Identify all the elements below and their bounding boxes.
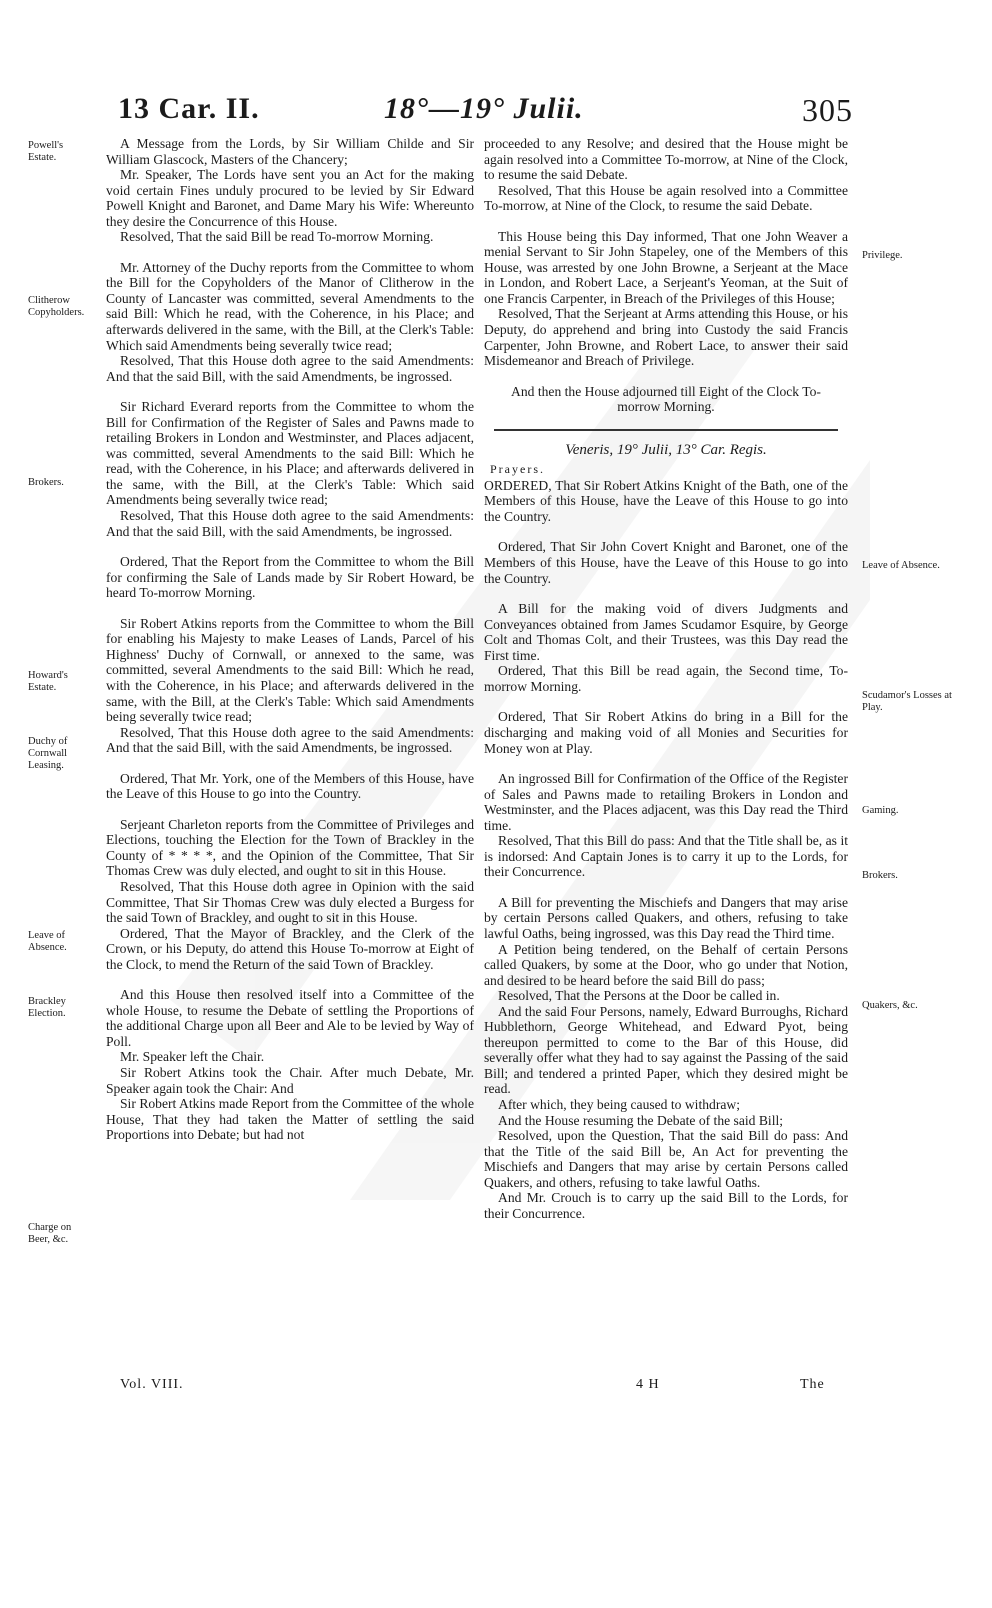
margin-note-privilege: Privilege. (862, 250, 903, 261)
prayers-heading: Prayers. (490, 462, 545, 477)
paragraph: Resolved, That this House be again resolved into a Committee To-morrow, at Nine of the Clock, to resume the said Debate. (484, 182, 848, 214)
paragraph: Resolved, That this House doth agree in Opinion with the said Committee, That Sir Thomas Crew was duly elected a Burgess for the said Town of Brackley, and ought to sit in this House. (106, 878, 474, 926)
paragraph: Sir Richard Everard reports from the Committee to whom the Bill for Confirmation of the Register of Sales and Pawns made to retailing Brokers in London and Westminster, and Places adjacent, was committed, several Amendments to the said Bill: Which he read, with the Coherence, in his Place; and afterwards delivered in the same, with the Bill, at the Clerk's Table: Which said Amendments being severally twice read; (106, 399, 474, 508)
right-column (484, 136, 848, 1221)
paragraph: Resolved, That this House doth agree to the said Amendments: And that the said Bill, with the said Amendments, be ingrossed. (106, 353, 474, 384)
margin-note-scudamor: Scudamor's Losses at Play. (862, 690, 952, 713)
paragraph: Ordered, That Sir John Covert Knight and Baronet, one of the Members of this House, have the Leave of this House to go into the Country. (484, 539, 848, 586)
margin-note-cornwall: Duchy of Cornwall Leasing. (28, 736, 68, 771)
left-column (106, 136, 474, 1143)
paragraph: Resolved, That the Persons at the Door be called in. (498, 988, 780, 1004)
catchword: The (800, 1377, 825, 1392)
paragraph: Resolved, That the said Bill be read To-morrow Morning. (120, 229, 434, 245)
header-regnal-year: 13 Car. II. (118, 92, 260, 125)
paragraph: Serjeant Charleton reports from the Committee of Privileges and Elections, touching the Election for the Town of Brackley in the County of * * * *, and the Opinion of the Committee, That Sir Thomas Crew was duly elected, and ought to sit in this House. (106, 816, 474, 879)
volume-label: Vol. VIII. (120, 1377, 184, 1392)
section-date-heading: Veneris, 19° Julii, 13° Car. Regis. (565, 441, 767, 458)
paragraph: A Bill for the making void of divers Judgments and Conveyances obtained from James Scudamor Esquire, by George Colt and Thomas Colt, and their Trustees, was this Day read the First time. (484, 601, 848, 663)
paragraph: Ordered, That the Mayor of Brackley, and the Clerk of the Crown, or his Deputy, do attend this House To-morrow at Eight of the Clock, to mend the Return of the said Town of Brackley. (106, 925, 474, 972)
paragraph: Ordered, That Sir Robert Atkins do bring in a Bill for the discharging and making void of all Monies and Securities for Money won at Play. (484, 709, 848, 756)
margin-note-brackley: Brackley Election. (28, 996, 66, 1019)
paragraph: Ordered, That the Report from the Committee to whom the Bill for confirming the Sale of Lands made by Sir Robert Howard, be heard To-morrow Morning. (106, 554, 474, 601)
paragraph: Resolved, That this House doth agree to the said Amendments: And that the said Bill, with the said Amendments, be ingrossed. (106, 508, 474, 539)
paragraph: Sir Robert Atkins made Report from the Committee of the whole House, That they had taken the Matter of settling the said Proportions into Debate; but had not (106, 1096, 474, 1143)
page-number: 305 (802, 92, 853, 128)
paragraph: Sir Robert Atkins reports from the Committee to whom the Bill for enabling his Majesty to make Leases of Lands, Parcel of his Highness' Duchy of Cornwall, or annexed to the same, was committed, several Amendments to the said Bill: Which he read, with the Coherence, in his Place; and afterwards delivered in the same, with the Bill, at the Clerk's Table: Which said Amendments being severally twice read; (106, 615, 474, 725)
paragraph: This House being this Day informed, That one John Weaver a menial Servant to Sir John Stapeley, one of the Members of this House, was arrested by one John Browne, a Serjeant at the Mace in London, and Robert Lace, a Serjeant's Yeoman, at the Suit of one Francis Carpenter, in Breach of the Privileges of this House; (484, 228, 848, 306)
paragraph: And the said Four Persons, namely, Edward Burroughs, Richard Hubblethorn, George Whitehead, and Edward Pyot, being thereupon permitted to come to the Bar of this House, did severally offer what they had to say against the Passing of the said Bill; and tendered a printed Paper, which they desired might be read. (484, 1003, 848, 1097)
margin-note-clitherow: Clitherow Copyholders. (28, 295, 85, 318)
margin-note-leave: Leave of Absence. (28, 930, 67, 953)
paragraph: After which, they being caused to withdraw; (498, 1096, 740, 1112)
paragraph: Mr. Speaker, The Lords have sent you an Act for the making void certain Fines unduly procured to be levied by Sir Edward Powell Knight and Baronet, and Dame Mary his Wife: Whereunto they desire the Concurrence of this House. (106, 167, 474, 229)
paragraph: A Message from the Lords, by Sir William Childe and Sir William Glascock, Masters of the Chancery; (106, 136, 474, 167)
margin-note-quakers: Quakers, &c. (862, 1000, 918, 1011)
paragraph: proceeded to any Resolve; and desired that the House might be again resolved into a Committee To-morrow, at Nine of the Clock, to resume the said Debate. (484, 136, 848, 183)
paragraph: Resolved, upon the Question, That the said Bill do pass: And that the Title of the said Bill be, An Act for preventing the Mischiefs and Dangers that may arise by certain Persons called Quakers, and others, refusing to take lawful Oaths. (484, 1128, 848, 1190)
paragraph: Resolved, That the Serjeant at Arms attending this House, or his Deputy, do apprehend and bring into Custody the said Francis Carpenter, John Browne, and Robert Lace, to answer their said Misdemeanor and Breach of Privilege. (484, 306, 848, 369)
margin-note-beer: Charge on Beer, &c. (28, 1222, 72, 1245)
paragraph-ordered: ORDERED, That Sir Robert Atkins Knight of the Bath, one of the Members of this House, have the Leave of this House to go into the Country. (484, 477, 848, 524)
paragraph: And Mr. Crouch is to carry up the said Bill to the Lords, for their Concurrence. (484, 1190, 848, 1221)
margin-note-brokers: Brokers. (28, 477, 64, 488)
paragraph: Sir Robert Atkins took the Chair. After much Debate, Mr. Speaker again took the Chair: And (106, 1064, 474, 1096)
paragraph: Resolved, That this House doth agree to the said Amendments: And that the said Bill, with the said Amendments, be ingrossed. (106, 724, 474, 756)
paragraph: Mr. Speaker left the Chair. (120, 1049, 265, 1065)
paragraph: Ordered, That this Bill be read again, the Second time, To-morrow Morning. (484, 663, 848, 694)
paragraph: A Bill for preventing the Mischiefs and Dangers that may arise by certain Persons called Quakers, and others, refusing to take lawful Oaths, being ingrossed, was this Day read the Third time. (484, 894, 848, 941)
paragraph: Ordered, That Mr. York, one of the Members of this House, have the Leave of this House to go into the Country. (106, 770, 474, 802)
margin-note-brokers-right: Brokers. (862, 870, 898, 881)
paragraph: And the House resuming the Debate of the said Bill; (498, 1112, 784, 1128)
signature-mark: 4 H (636, 1377, 660, 1392)
paragraph: Mr. Attorney of the Duchy reports from the Committee to whom the Bill for the Copyholders of the Manor of Clitherow in the County of Lancaster was committed, several Amendments to the said Bill: Which he read, with the Coherence, in his Place; and afterwards delivered in the same, with the Bill, at the Clerk's Table: Which said Amendments being severally twice read; (106, 259, 474, 353)
paragraph: An ingrossed Bill for Confirmation of the Office of the Register of Sales and Pawns made to retailing Brokers in London and Westminster, and the Places adjacent, was this Day read the Third time. (484, 771, 848, 833)
adjournment-note: And then the House adjourned till Eight of the Clock To-morrow Morning. (511, 383, 821, 415)
header-date: 18°—19° Julii. (384, 92, 584, 125)
paragraph: Resolved, That this Bill do pass: And that the Title shall be, as it is indorsed: And Captain Jones is to carry it up to the Lords, for their Concurrence. (484, 833, 848, 880)
margin-note-powell: Powell's Estate. (28, 140, 64, 163)
margin-note-absence: Leave of Absence. (862, 560, 940, 571)
margin-note-howard: Howard's Estate. (28, 670, 68, 693)
paragraph: A Petition being tendered, on the Behalf of certain Persons called Quakers, by some at the Door, who go under that Notion, and desired to be heard before the said Bill do pass; (484, 941, 848, 988)
paragraph: And this House then resolved itself into a Committee of the whole House, to resume the Debate of settling the Proportions of the additional Charge upon all Beer and Ale to be levied by Way of Poll. (106, 987, 474, 1049)
section-divider (494, 429, 838, 431)
margin-note-gaming: Gaming. (862, 805, 899, 816)
